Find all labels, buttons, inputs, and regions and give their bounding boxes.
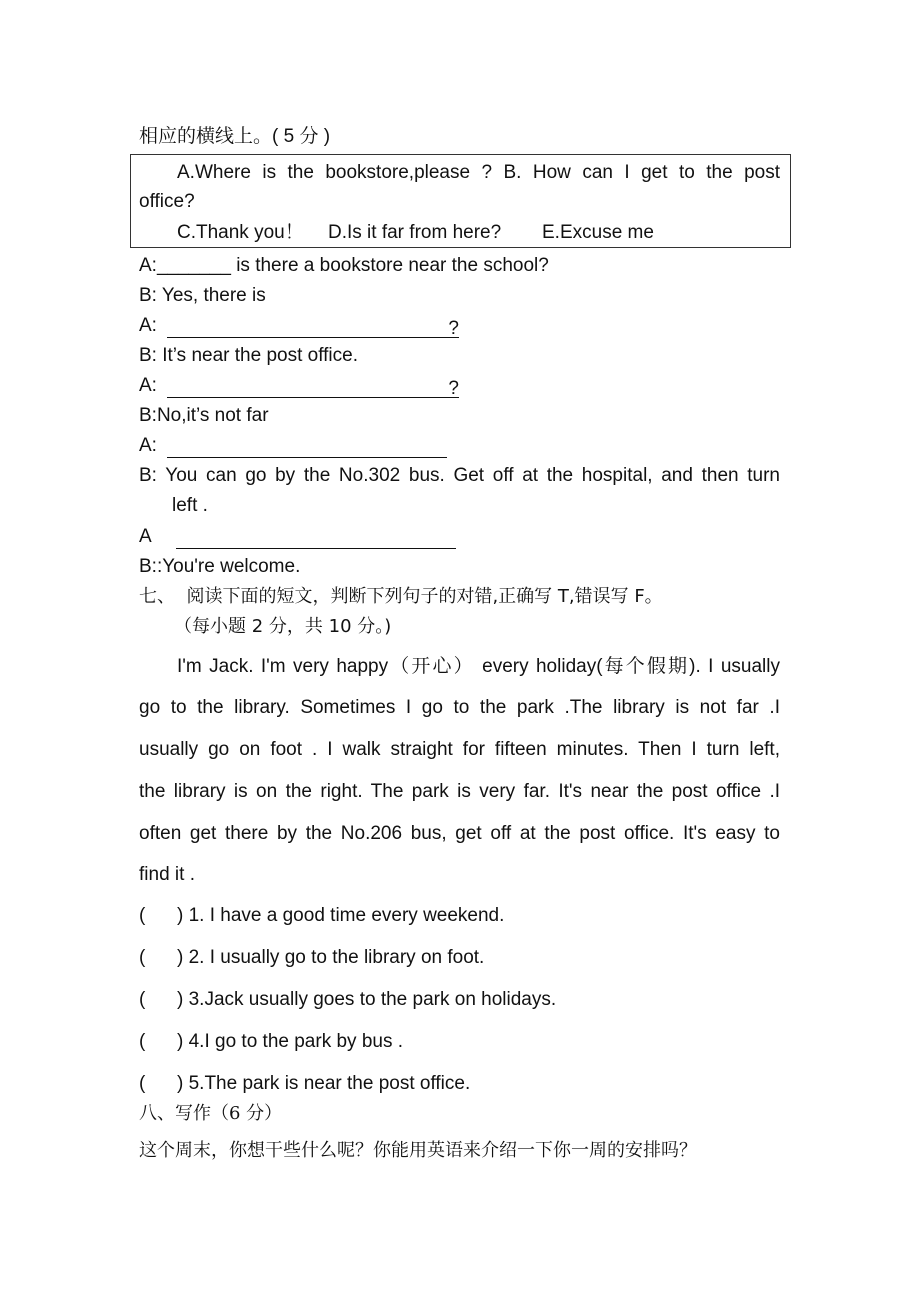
dialogue-line: B: You can go by the No.302 bus. Get off at the hospital, and then turn [139,465,780,486]
dialogue-text: is there a bookstore near the school? [230,255,549,276]
dialogue-line [139,434,447,458]
dialogue-line: B:No,it’s not far [139,405,269,426]
dialogue-line: left . [172,495,208,516]
option-d: D.Is it far from here? [328,222,502,243]
answer-blank[interactable] [167,377,459,398]
passage-line: find it . [139,864,195,885]
dialogue-line [139,374,459,398]
answer-blank[interactable] [167,437,447,458]
passage-line: I'm Jack. I'm very happy（开心） every holiday(每个假期). I usually [177,656,780,677]
question-item[interactable]: ( ) 5.The park is near the post office. [139,1073,471,1094]
answer-blank[interactable]: _______ [156,255,231,276]
question-item[interactable]: ( ) 1. I have a good time every weekend. [139,905,505,926]
passage-line: usually go on foot . I walk straight for fifteen minutes. Then I turn left, [139,739,780,760]
writing-prompt: 这个周末，你想干些什么呢？你能用英语来介绍一下你一周的安排吗？ [139,1140,697,1161]
passage-line: the library is on the right. The park is very far. It's near the post office .I [139,781,780,802]
dialogue-line [139,254,549,278]
passage-line: go to the library. Sometimes I go to the park .The library is not far .I [139,697,780,718]
question-item[interactable]: ( ) 4.I go to the park by bus . [139,1031,404,1052]
section7-sub: （每小题 2 分，共 10 分。) [174,616,392,637]
dialogue-line [139,314,459,338]
dialogue-prefix: A: [139,315,157,336]
option-e: E.Excuse me [542,222,654,243]
option-c: C.Thank you！ [177,222,304,243]
dialogue-line: B: Yes, there is [139,285,266,306]
option-line: A.Where is the bookstore,please ? B. How can I get to the post [177,162,780,183]
question-mark: ? [448,378,459,399]
dialogue-line [139,525,456,549]
dialogue-line: B: It’s near the post office. [139,345,358,366]
dialogue-line: B::You're welcome. [139,556,301,577]
question-mark: ? [448,318,459,339]
dialogue-prefix: A: [139,375,157,396]
section-title: 相应的横线上。( 5 分 ) [139,126,331,147]
dialogue-prefix: A: [139,255,157,276]
passage-line: often get there by the No.206 bus, get off at the post office. It's easy to [139,823,780,844]
dialogue-prefix: A: [139,435,157,456]
option-line: office? [139,191,195,212]
section7-heading: 七、 阅读下面的短文，判断下列句子的对错,正确写 T,错误写 F。 [139,586,663,607]
section8-heading: 八、写作（6 分） [139,1103,283,1124]
answer-blank[interactable] [176,528,456,549]
answer-blank[interactable] [167,317,459,338]
dialogue-prefix: A [139,526,152,547]
question-item[interactable]: ( ) 2. I usually go to the library on foot. [139,947,485,968]
question-item[interactable]: ( ) 3.Jack usually goes to the park on holidays. [139,989,557,1010]
